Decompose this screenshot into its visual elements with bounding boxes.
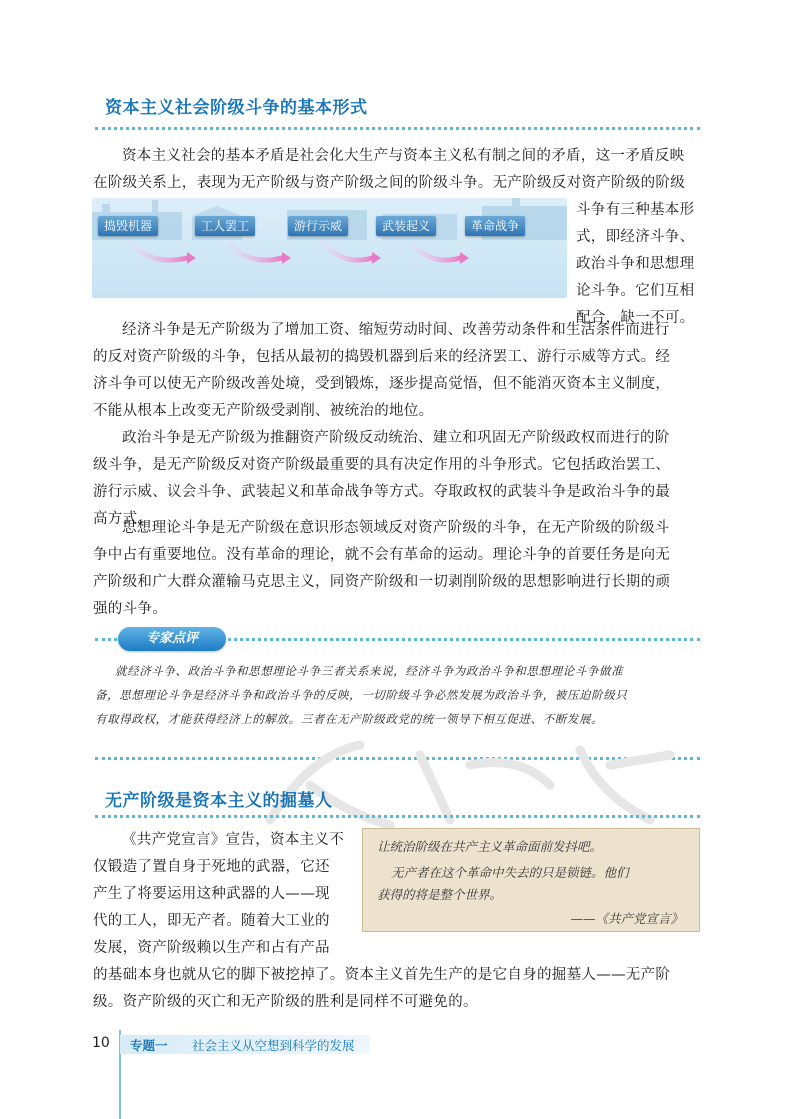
quote-source: ——《共产党宣言》 xyxy=(570,911,683,926)
side-line: 论斗争。它们互相 xyxy=(576,283,695,299)
page-number: 10 xyxy=(92,1035,110,1051)
chapter-title: 社会主义从空想到科学的发展 xyxy=(192,1038,355,1053)
intro-line-1: 资本主义社会的基本矛盾是社会化大生产与资本主义私有制之间的矛盾，这一矛盾反映 xyxy=(122,148,685,164)
theory-line: 强的斗争。 xyxy=(93,601,167,617)
flow-step-demonstration: 游行示威 xyxy=(288,216,348,236)
manifesto-left-line: 仅锻造了置自身于死地的武器，它还 xyxy=(93,859,330,875)
manifesto-left-line: 发展，资产阶级赖以生产和占有产品 xyxy=(93,940,330,956)
struggle-forms-diagram xyxy=(92,198,567,298)
expert-comment-badge: 专家点评 xyxy=(118,627,226,651)
side-line: 式，即经济斗争、 xyxy=(576,229,695,245)
manifesto-line: 级。资产阶级的灭亡和无产阶级的胜利是同样不可避免的。 xyxy=(93,994,478,1010)
political-line: 级斗争，是无产阶级反对资产阶级最重要的具有决定作用的斗争形式。它包括政治罢工、 xyxy=(93,457,671,473)
flow-step-uprising: 武装起义 xyxy=(376,216,436,236)
expert-comment-line: 就经济斗争、政治斗争和思想理论斗争三者关系来说，经济斗争为政治斗争和思想理论斗争做准 xyxy=(115,664,624,678)
watermark-brush-calligraphy xyxy=(250,725,680,835)
economic-line: 不能从根本上改变无产阶级受剥削、被统治的地位。 xyxy=(93,403,434,419)
manifesto-left-line: 产生了将要运用这种武器的人——现 xyxy=(93,886,330,902)
flow-step-revolutionary-war: 革命战争 xyxy=(465,216,525,236)
dotted-divider xyxy=(95,815,700,818)
quote-line-2: 无产者在这个革命中失去的只是锁链。他们 xyxy=(391,865,629,880)
side-line: 政治斗争和思想理 xyxy=(576,256,695,272)
manifesto-paragraph-continued xyxy=(93,962,700,1016)
section-title-gravedigger: 无产阶级是资本主义的掘墓人 xyxy=(105,791,333,811)
economic-line: 济斗争可以使无产阶级改善处境，受到锻炼，逐步提高觉悟，但不能消灭资本主义制度， xyxy=(93,376,671,392)
manifesto-left-line: 《共产党宣言》宣告，资本主义不 xyxy=(122,832,344,848)
intro-side-column xyxy=(576,197,706,332)
chapter-label: 专题一 xyxy=(130,1038,168,1053)
flow-step-smash-machines: 捣毁机器 xyxy=(98,216,158,236)
manifesto-quote-box xyxy=(362,828,700,932)
political-line: 政治斗争是无产阶级为推翻资产阶级反动统治、建立和巩固无产阶级政权而进行的阶 xyxy=(122,430,670,446)
footer-chapter-bar xyxy=(120,1035,370,1054)
economic-struggle-paragraph xyxy=(93,317,700,425)
economic-line: 经济斗争是无产阶级为了增加工资、缩短劳动时间、改善劳动条件和生活条件而进行 xyxy=(122,322,670,338)
political-line: 高方式。 xyxy=(93,511,153,527)
quote-line-1: 让统治阶级在共产主义革命面前发抖吧。 xyxy=(377,839,603,854)
arrow-icon xyxy=(132,244,460,260)
flow-step-strike: 工人罢工 xyxy=(195,216,255,236)
expert-comment-line: 备，思想理论斗争是经济斗争和政治斗争的反映，一切阶级斗争必然发展为政治斗争，被压迫阶级只 xyxy=(95,688,628,702)
theory-line: 思想理论斗争是无产阶级在意识形态领域反对资产阶级的斗争，在无产阶级的阶级斗 xyxy=(122,520,670,536)
theory-line: 产阶级和广大群众灌输马克思主义，同资产阶级和一切剥削阶级的思想影响进行长期的顽 xyxy=(93,574,671,590)
theory-struggle-paragraph xyxy=(93,515,700,623)
theory-line: 争中占有重要地位。没有革命的理论，就不会有革命的运动。理论斗争的首要任务是向无 xyxy=(93,547,671,563)
side-line: 斗争有三种基本形 xyxy=(576,202,695,218)
manifesto-left-line: 代的工人，即无产者。随着大工业的 xyxy=(93,913,330,929)
flow-arrows xyxy=(92,240,567,296)
manifesto-paragraph-left xyxy=(93,827,361,962)
quote-line-3: 获得的将是整个世界。 xyxy=(377,887,503,902)
dotted-divider xyxy=(95,127,700,130)
section-title-class-struggle: 资本主义社会阶级斗争的基本形式 xyxy=(105,98,368,118)
economic-line: 的反对资产阶级的斗争，包括从最初的捣毁机器到后来的经济罢工、游行示威等方式。经 xyxy=(93,349,671,365)
manifesto-line: 的基础本身也就从它的脚下被挖掉了。资本主义首先生产的是它自身的掘墓人——无产阶 xyxy=(93,967,671,983)
political-line: 游行示威、议会斗争、武装起义和革命战争等方式。夺取政权的武装斗争是政治斗争的最 xyxy=(93,484,671,500)
expert-comment-text xyxy=(95,659,700,731)
intro-line-2: 在阶级关系上，表现为无产阶级与资产阶级之间的阶级斗争。无产阶级反对资产阶级的阶级 xyxy=(93,175,685,191)
expert-comment-line: 有取得政权，才能获得经济上的解放。三者在无产阶级政党的统一领导下相互促进、不断发展。 xyxy=(95,712,604,726)
side-line: 配合，缺一不可。 xyxy=(576,310,695,326)
